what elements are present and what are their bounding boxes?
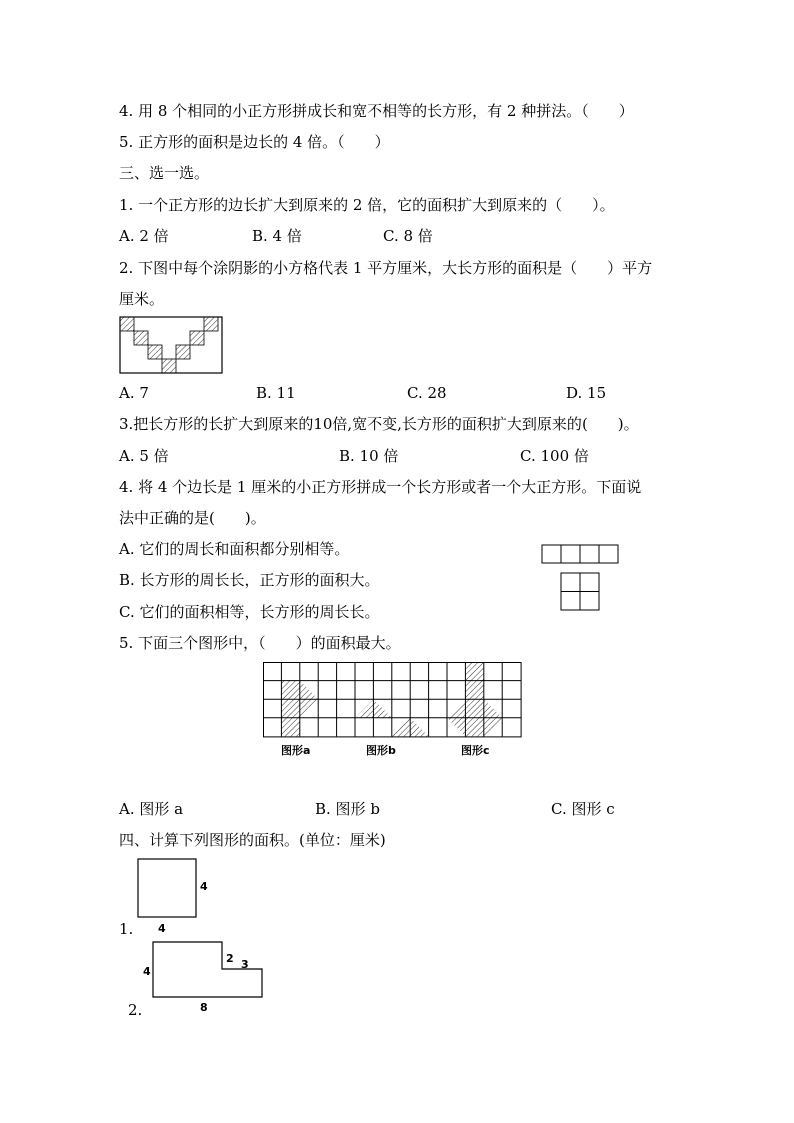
question-3-4-line1: 4. 将 4 个边长是 1 厘米的小正方形拼成一个长方形或者一个大正方形。下面说: [119, 478, 642, 496]
q3-3-option-b: B. 10 倍: [339, 447, 399, 465]
fig2-bottom-label: 8: [200, 1001, 208, 1014]
fig2-number: 2.: [128, 1001, 143, 1019]
q3-2-option-d: D. 15: [566, 384, 607, 402]
q3-3-option-c: C. 100 倍: [520, 447, 589, 465]
question-2-5: 5. 正方形的面积是边长的 4 倍。（ ）: [119, 133, 390, 151]
question-3-2-line1: 2. 下图中每个涂阴影的小方格代表 1 平方厘米，大长方形的面积是（ ）平方: [119, 259, 653, 277]
question-3-3: 3.把长方形的长扩大到原来的10倍,宽不变,长方形的面积扩大到原来的( )。: [119, 415, 639, 433]
q3-5-option-b: B. 图形 b: [315, 800, 380, 818]
q3-2-rectangle-figure: [119, 316, 223, 376]
q3-4-option-b: B. 长方形的周长长，正方形的面积大。: [119, 571, 380, 589]
fig2-step-label-a: 2: [226, 952, 234, 965]
question-3-2-line2: 厘米。: [119, 290, 165, 308]
question-3-5: 5. 下面三个图形中，（ ）的面积最大。: [119, 634, 401, 652]
q3-1-option-b: B. 4 倍: [252, 227, 302, 245]
question-2-4: 4. 用 8 个相同的小正方形拼成长和宽不相等的长方形，有 2 种拼法。（ ）: [119, 102, 634, 120]
fig1-number: 1.: [119, 920, 134, 938]
q3-3-option-a: A. 5 倍: [119, 447, 169, 465]
q3-1-option-a: A. 2 倍: [119, 227, 169, 245]
q3-5-option-c: C. 图形 c: [551, 800, 615, 818]
q3-4-option-c: C. 它们的面积相等，长方形的周长长。: [119, 603, 380, 621]
q3-1-option-c: C. 8 倍: [383, 227, 433, 245]
q3-2-option-a: A. 7: [119, 384, 149, 402]
section4-square-figure: [137, 858, 197, 918]
fig2-step-label-b: 3: [241, 958, 249, 971]
q3-4-option-a: A. 它们的周长和面积都分别相等。: [119, 540, 350, 558]
q3-4-square-figure: [560, 572, 600, 611]
section-4-heading: 四、计算下列图形的面积。(单位：厘米): [119, 831, 386, 849]
fig1-side-label: 4: [200, 880, 208, 893]
figure-c-label: 图形c: [461, 744, 490, 757]
q3-4-long-rectangle-figure: [541, 544, 619, 564]
fig1-bottom-label: 4: [158, 922, 166, 935]
fig2-left-label: 4: [143, 965, 151, 978]
section-3-heading: 三、选一选。: [119, 164, 210, 182]
question-3-4-line2: 法中正确的是( )。: [119, 509, 266, 527]
q3-2-option-b: B. 11: [256, 384, 296, 402]
figure-b-label: 图形b: [366, 744, 396, 757]
q3-5-grid-figure: [263, 662, 524, 738]
figure-a-label: 图形a: [281, 744, 311, 757]
q3-5-option-a: A. 图形 a: [119, 800, 184, 818]
question-3-1: 1. 一个正方形的边长扩大到原来的 2 倍，它的面积扩大到原来的（ ）。: [119, 196, 615, 214]
q3-2-option-c: C. 28: [407, 384, 447, 402]
